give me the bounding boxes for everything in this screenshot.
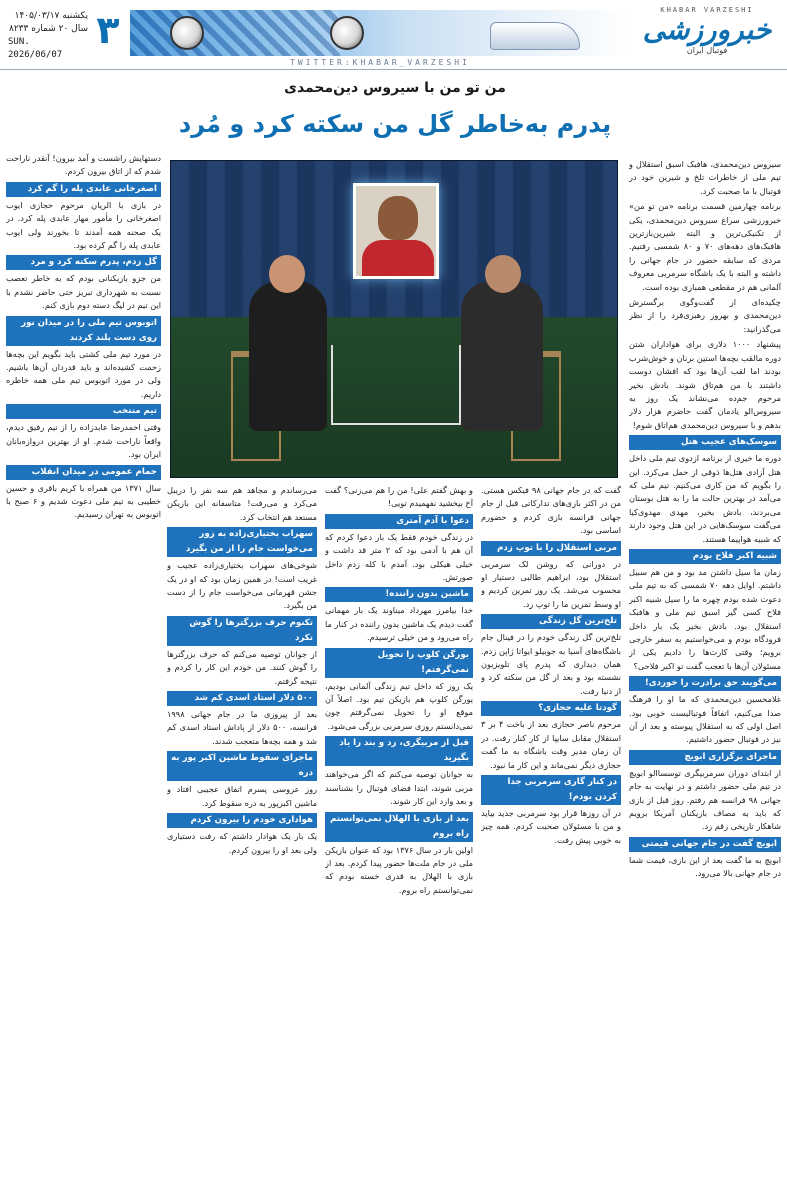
paragraph: برنامه چهارمین قسمت برنامه «من تو من» خبرورزشی سراغ سیروس دین‌محمدی، یکی از تکنیکی‌ترین و البته شیرین‌بازترین هافبک‌های دهه‌های ۷۰ و ۸۰ شمسی رفتیم. مردی که سابقه حضور در جام جهانی را داشته و البته با یک باشگاه سرمربی معروف آلمانی هم در مقطعی همبازی بوده است. — [629, 201, 781, 292]
studio-table — [331, 345, 461, 425]
subheading: قبل از مربیگری، زد و بند را یاد بگیرید — [325, 736, 473, 766]
paragraph: تلخ‌ترین گل زندگی خودم را در فینال جام باشگاه‌های آسیا به جوبیلو ایواتا ژاپن زدم. همان دیداری که پدرم پای تلویزیون نشسته بود و بعد از گل من سکته کرد و از دنیا رفت. — [481, 632, 621, 696]
paragraph: چکیده‌ای از گفت‌وگوی برگسترش دین‌محمدی و بهروز رهبری‌فرد را از نظر می‌گذرانید: — [629, 297, 781, 334]
paragraph: از جوانان توصیه می‌کنم که حرف بزرگترها را گوش کنند. من خودم این کار را کردم و نتیجه گرفتم. — [167, 648, 317, 686]
host-head — [485, 255, 521, 293]
section-label: فوتبال ایران — [686, 46, 728, 55]
subheading: می‌گویند حق برادرت را خوردی! — [629, 676, 781, 691]
paragraph: می‌رساندم و مجاهد هم سه نفر را دریبل می‌کرد و می‌رفت! متاسفانه این بازیکن مستعد هم انتخاب کرد. — [167, 485, 317, 522]
brand-latin: KHABAR VARZESHI — [660, 6, 754, 14]
paragraph: در آن روزها قرار بود سرمربی جدید بیاید و من با مسئولان صحبت کردم. همه چیز به خوبی پیش رفت. — [481, 807, 621, 845]
masthead-banner-image — [130, 10, 630, 56]
paragraph: خدا بیامرز مهرداد میناوند یک بار مهمانی گفت دیدم یک ماشین بدون راننده در کنار ما راه می‌رود و من خیلی ترسیدم. — [325, 605, 473, 643]
subheading: سهراب بختیاری‌زاده به زور می‌خواست جام را از من بگیرد — [167, 527, 317, 557]
paragraph: بعد از پیروزی ما در جام جهانی ۱۹۹۸ فرانسه، ۵۰۰ دلار از پاداش استاد اسدی کم شد و همه بچه‌ها متعجب شدند. — [167, 709, 317, 746]
guest-head — [269, 255, 305, 293]
subheading: گل زدم، پدرم سکته کرد و مرد — [6, 255, 161, 270]
article-kicker: من تو من با سیروس دین‌محمدی — [284, 80, 506, 96]
paragraph: در دورانی که روشن لک سرمربی استقلال بود، ابراهیم طالبی دستیار او محسوب می‌شد. یک روز تمرین کردیم و او وسط تمرین ما را توپ زد. — [481, 558, 621, 609]
paragraph: روز عروسی پسرم اتفاق عجیبی افتاد و ماشین اکبرپور به دره سقوط کرد. — [167, 784, 317, 808]
portrait-frame — [353, 183, 439, 279]
portrait-shirt — [362, 240, 434, 276]
host-figure — [461, 281, 543, 431]
portrait-face — [378, 196, 418, 240]
subheading: مربی استقلال را با توپ زدم — [481, 541, 621, 556]
issue-number: سال ۲۰ شماره ۸۲۳۳ — [9, 24, 88, 34]
paragraph: پیشنهاد ۱۰۰۰ دلاری برای هواداران شتن دوره ما‌لقب بچه‌ها استین برنان و خوش‌شرب بودند اما لقب آن‌ها بود که افشان دوست داشتند با من هم‌تاق شوند. بادش بخیر مرحوم جم‌ده می‌نشاند یک روز به سیروس‌الو یادمان گفت حاضرم هزار دلار بدهم و با سیروس دین‌محمدی هم‌اتاق شوم! — [629, 339, 781, 430]
subheading: تیم منتخب — [6, 404, 161, 419]
subheading: دعوا با آدم آمتری — [325, 514, 473, 529]
subheading: ماجرای برگزاری ابویچ — [629, 750, 781, 765]
twitter-handle: TWITTER:KHABAR_VARZESHI — [290, 58, 470, 67]
paragraph: گفت که در جام جهانی ۹۸ فیکس هستی. من در اکثر بازی‌های تدارکاتی قبل از جام جهانی فرانسه بازی کردم و حضورم اساسی بود. — [481, 485, 621, 536]
football-icon — [330, 16, 364, 50]
subheading: گودتا علیه حجازی؟ — [481, 701, 621, 716]
column-5 — [6, 152, 161, 1196]
issue-date: یکشنبه ۱۴۰۵/۰۳/۱۷ — [14, 11, 88, 21]
paragraph: زمان ما سیل داشتن مد بود و من هم سبیل داشتم. اوایل دهه ۷۰ شمسی که به تیم ملی دعوت شده بودم چهره ما را سیل شبیه اکبر فلاح کسی گیر اسبق تیم ملی و هافبک استقلال بود. بادش بخیر یک بار داخل فرودگاه بودم و می‌خواستیم به سفر خارجی برویم؛ وقتی کارت‌ها را دادیم یکی از مسئولان آن‌ها با تعجب گفت تو اکبر فلاحی؟ — [629, 566, 781, 671]
paragraph: مرحوم ناصر حجازی بعد از باخت ۴ بر ۳ استقلال مقابل سایپا از کار کنار رفت. در آن زمان مدیر وقت باشگاه به ما گفت حجازی دیگر نمی‌ماند و این کار ما نبود. — [481, 719, 621, 770]
paragraph: در مورد تیم ملی کشتی باید بگویم این بچه‌ها زحمت کشیده‌اند و باید قدردان آن‌ها باشیم. ولی در مورد اتوبوس تیم ملی همه خاطره داریم. — [6, 348, 161, 399]
page-number: ۳ — [96, 8, 120, 52]
issue-info — [8, 10, 88, 62]
article-headline: پدرم به‌خاطر گل من سکته کرد و مُرد — [178, 110, 612, 138]
subheading: در کنار گاری سرمربی جدا کردن بودم! — [481, 775, 621, 805]
subheading: سوسک‌های عجیب هتل — [629, 435, 781, 450]
brand-logo — [637, 6, 777, 66]
subheading: شبیه اکبر فلاح بودم — [629, 549, 781, 564]
guest-figure — [249, 281, 327, 431]
crowd-graphic — [130, 10, 340, 56]
subheading: ماشین بدون راننده! — [325, 587, 473, 602]
subheading: اصغرخانی عابدی پله را گم کرد — [6, 182, 161, 197]
paragraph: و بهش گفتم علی! من را هم می‌زنی؟ گفت آخ بیخشید نفهمیدم تویی! — [325, 485, 473, 509]
paragraph: در بازی با الریان مرحوم حجازی ایوب اصغرخانی را مأمور مهار عابدی پله کرد. در یک صحنه همه آمدند تا بخورند ولی ایوب عابدی پله را گم کرده بود. — [6, 199, 161, 251]
paragraph: از ابتدای دوران سرمربیگری توسساالو ابویچ در تیم ملی حضور داشتم و در نهایت به جام جهانی ۹۸ فرانسه هم رفتم. روز قبل از بازی که باید به مصاف بازیکنان آمریکا برویم شاهکار تاریخی رقم زد. — [629, 767, 781, 832]
subheading: هواداری خودم را بیرون کردم — [167, 813, 317, 828]
brand-name: خبرورزشی — [642, 13, 772, 46]
interview-photo — [170, 160, 618, 478]
column-1 — [629, 158, 781, 1198]
paragraph: غلامحسین دین‌محمدی که ما او را فرهنگ صدا می‌کنیم، اتفاقاً فوتبالیست خوبی بود. اصل اولی که به استقلال پیوسته و بعد از آن نیز در فوتبال حضور داشتیم. — [629, 694, 781, 745]
paragraph: دستهایش راشست و آمد بیرون! آنقدر ناراحت شدم که از اتاق بیرون کردم. — [6, 153, 161, 177]
boot-icon — [490, 22, 580, 50]
column-2 — [481, 484, 621, 1196]
column-3 — [325, 484, 473, 1196]
subheading: اتوبوس تیم ملی را در میدان نور روی دست بلند کردند — [6, 316, 161, 346]
paragraph: وقتی احمدرضا عابدزاده را از تیم رفیق دیدم، واقعاً ناراحت شدم. او از بهترین دروازه‌بانان ایران بود. — [6, 422, 161, 460]
paragraph: یک بار یک هوادار داشتم که رفت دستیاری ولی بعد او را بیرون کردم. — [167, 831, 317, 855]
paragraph: شوخی‌های سهراب بختیاری‌زاده عجیب و غریب است! در همین زمان بود که او در یک جشن قهرمانی می‌خواست جام را از دست من بگیرد. — [167, 560, 317, 611]
subheading: بورگن کلوپ را تحویل نمی‌گرفتم! — [325, 648, 473, 678]
paragraph: در زندگی خودم فقط یک بار دعوا کردم که آن هم با آدمی بود که ۲ متر قد داشت و خیلی هیکلی بود. آمدم با کله زدم داخل صورتش. — [325, 531, 473, 583]
subheading: حمام عمومی در میدان انقلاب — [6, 465, 161, 480]
subheading: ابویچ گفت در جام جهانی قیمتی — [629, 837, 781, 852]
column-4 — [167, 484, 317, 1196]
subheading: تلخ‌ترین گل زندگی — [481, 614, 621, 629]
paragraph: دوره ما خیری از برنامه ازدوی تیم ملی داخل هتل آزادی هتل‌ها ذوقی از حمل می‌کرد. این را بگویم که من کاری می‌کنیم. تیم ملی که می‌آمد در بهترین حالت ما را به هتل بوستان می‌بردند، بادش بخیر، مهدی مهدوی‌کیا می‌گفت سوسک‌هایی در این هتل وجود دارند که شبیه هواپیما هستند. — [629, 453, 781, 544]
paragraph: من جزو بازیکنانی بودم که به خاطر تعصب نسبت به شهرداری تبریز حتی حاضر نشدم با این تیم در لیگ دسته دوم بازی کنم. — [6, 273, 161, 311]
subheading: ماجرای سقوط ماشین اکبر پور به دره — [167, 751, 317, 781]
subheading: تکنوم حرف بزرگترها را گوش نکرد — [167, 616, 317, 646]
paragraph: یک روز که داخل تیم زندگی آلمانی بودیم، یورگن کلوپ هم بازیکن تیم بود. اصلاً آن موقع او را تحویل نمی‌گرفتم چون نمی‌دانستم روزی سرمربی بزرگی می‌شود. — [325, 680, 473, 731]
paragraph: به جوانان توصیه می‌کنم که اگر می‌خواهند مربی شوند، ابتدا فضای فوتبال را بشناسند و بعد وارد این کار شوند. — [325, 769, 473, 807]
paragraph: اولین بار در سال ۱۳۷۶ بود که عنوان بازیکن ملی در جام ملت‌ها حضور پیدا کردم. بعد از بازی با الهلال به قدری خسته بودم که نمی‌توانستم راه بروم. — [325, 844, 473, 895]
issue-date-en: SUN. 2026/06/07 — [8, 37, 63, 60]
paragraph: سال ۱۳۷۱ من همراه با کریم باقری و حسین خطیبی به تیم ملی دعوت شدیم و ۶ صبح با اتوبوس به تهران رسیدیم. — [6, 482, 161, 520]
masthead — [0, 0, 787, 70]
subheading: بعد از بازی با الهلال نمی‌توانستم راه بروم — [325, 812, 473, 842]
football-icon — [170, 16, 204, 50]
paragraph: ابویچ به ما گفت بعد از این بازی، قیمت شما در جام جهانی بالا می‌رود. — [629, 854, 781, 879]
subheading: ۵۰۰ دلار استاد اسدی کم شد — [167, 691, 317, 706]
paragraph: سیروس دین‌محمدی، هافبک اسبق استقلال و تیم ملی از خاطرات تلخ و شیرین خود در فوتبال با ما صحبت کرد. — [629, 159, 781, 196]
